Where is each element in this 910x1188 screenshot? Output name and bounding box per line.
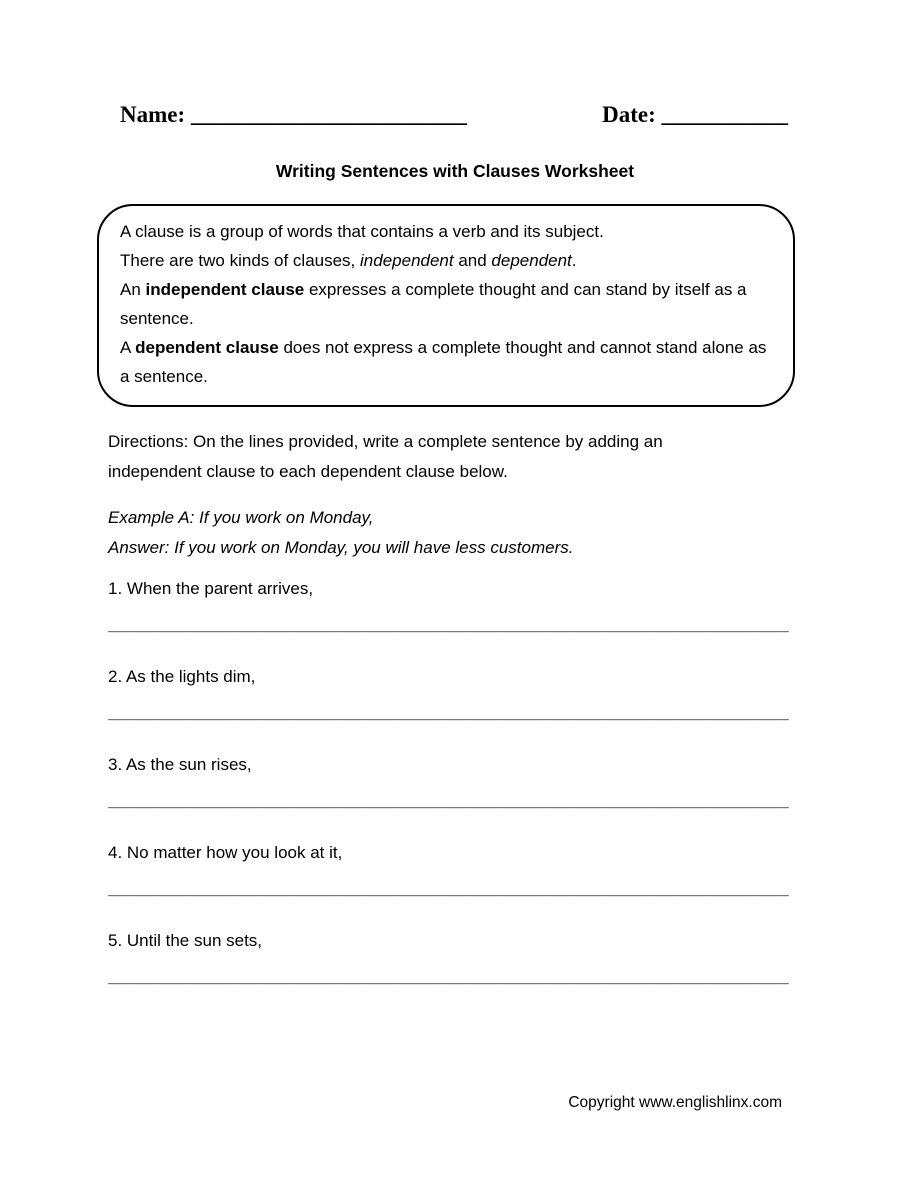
name-field xyxy=(120,101,467,129)
item-prompt: 4. No matter how you look at it, xyxy=(108,843,343,862)
definition-line-2: There are two kinds of clauses, independent and dependent. xyxy=(120,251,577,270)
directions-line-2: independent clause to each dependent clause below. xyxy=(108,462,508,481)
page-title: Writing Sentences with Clauses Worksheet xyxy=(275,161,635,181)
date-blank-line: ___________ xyxy=(661,102,788,127)
date-field xyxy=(602,101,788,129)
definition-box xyxy=(97,204,795,407)
answer-line: ________________________________________________________________________ xyxy=(108,615,789,634)
example-answer: Answer: If you work on Monday, you will have less customers. xyxy=(108,538,574,557)
item-prompt: 2. As the lights dim, xyxy=(108,667,256,686)
copyright-notice: Copyright www.englishlinx.com xyxy=(568,1094,782,1111)
exercise-item-3 xyxy=(108,755,792,813)
name-label: Name: xyxy=(120,102,186,127)
exercise-item-2 xyxy=(108,667,792,725)
date-label: Date: xyxy=(602,102,656,127)
exercise-item-5 xyxy=(108,931,792,989)
definition-line-3: An independent clause expresses a complete thought and can stand by itself as a sentence. xyxy=(120,280,747,328)
item-prompt: 3. As the sun rises, xyxy=(108,755,252,774)
example-block xyxy=(108,503,792,563)
worksheet-body xyxy=(108,427,792,989)
answer-line: ________________________________________________________________________ xyxy=(108,967,789,986)
definition-line-4: A dependent clause does not express a complete thought and cannot stand alone as a sentence. xyxy=(120,338,767,386)
answer-line: ________________________________________________________________________ xyxy=(108,703,789,722)
directions xyxy=(108,427,792,487)
header xyxy=(0,0,910,129)
exercise-item-4 xyxy=(108,843,792,901)
exercise-list xyxy=(108,579,792,989)
item-prompt: 1. When the parent arrives, xyxy=(108,579,314,598)
answer-line: ________________________________________________________________________ xyxy=(108,791,789,810)
item-prompt: 5. Until the sun sets, xyxy=(108,931,263,950)
definition-line-1: A clause is a group of words that contains a verb and its subject. xyxy=(120,222,604,241)
answer-line: ________________________________________________________________________ xyxy=(108,879,789,898)
directions-line-1: Directions: On the lines provided, write a complete sentence by adding an xyxy=(108,432,663,451)
name-blank-line: ________________________ xyxy=(190,102,467,127)
example-prompt: Example A: If you work on Monday, xyxy=(108,508,374,527)
exercise-item-1 xyxy=(108,579,792,637)
